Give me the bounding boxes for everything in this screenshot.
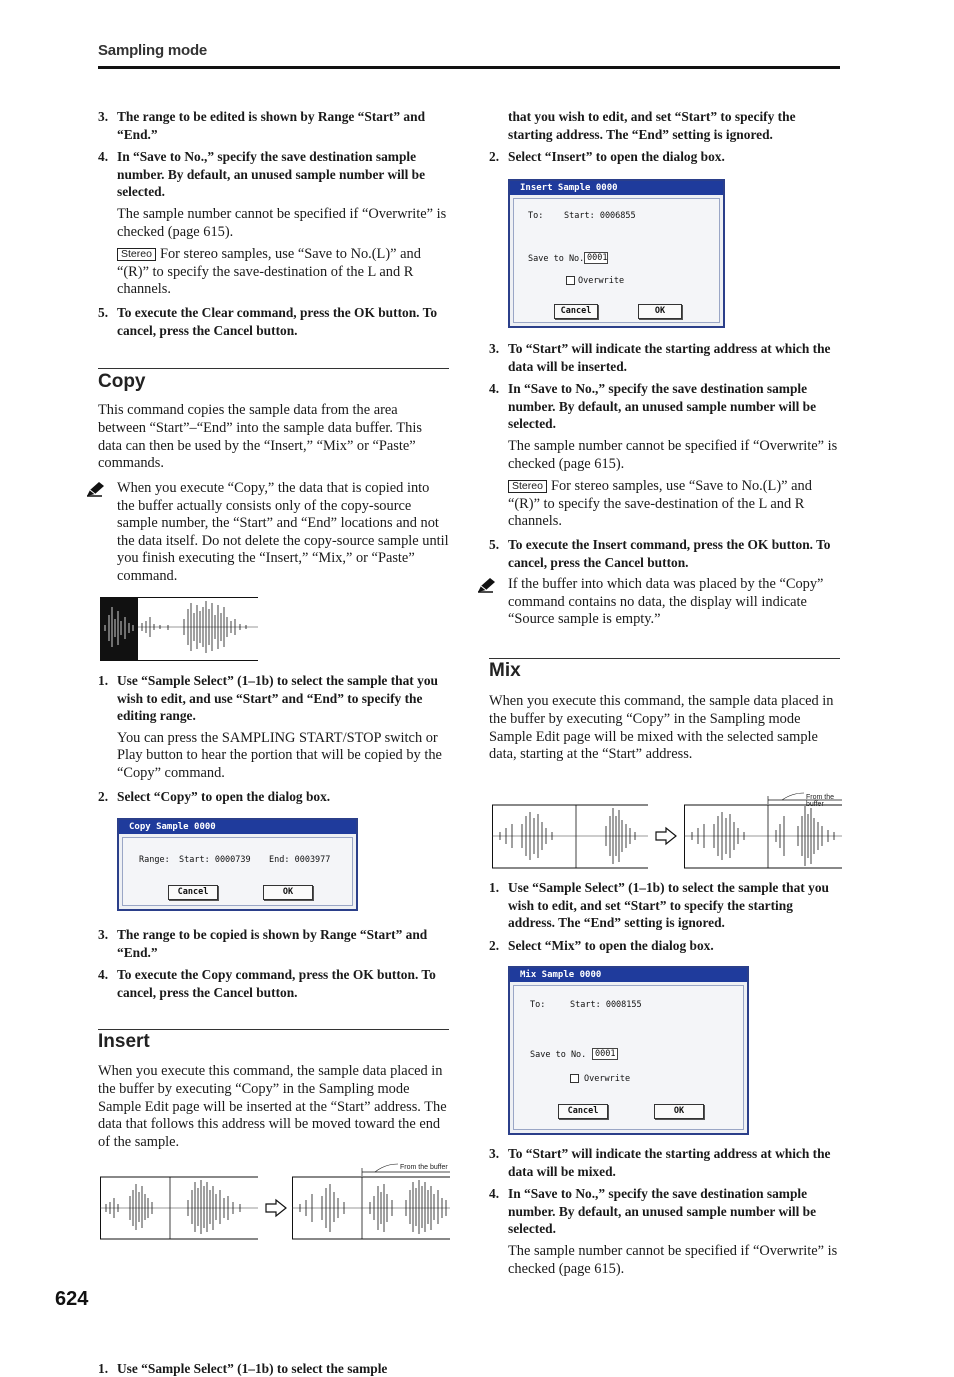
copy-step-4: 4. To execute the Copy command, press the OK button. To cancel, press the Cancel button. [98,967,436,1000]
header-rule [98,66,840,69]
copy-steps-3-4 [98,926,449,1001]
copy-step-2: 2. Select “Copy” to open the dialog box. [98,788,331,804]
copy-sample-dialog [117,818,358,911]
copy-waveform-figure [100,597,258,661]
step-3: 3. The range to be edited is shown by Range “Start” and “End.” [98,109,426,142]
insert-step-2: 2. Select “Insert” to open the dialog box. [489,149,725,165]
to-label: To: [530,1000,546,1010]
running-header: Sampling mode [98,42,208,59]
ok-button[interactable]: OK [263,885,313,900]
range-start-value[interactable]: Start: 0000739 [179,855,251,865]
range-end-value[interactable]: End: 0003977 [269,855,331,865]
copy-step-3: 3. The range to be copied is shown by Range “Start” and “End.” [98,927,428,960]
page-number: 624 [55,1288,89,1310]
mix-step-3: 3. To “Start” will indicate the starting address at which the data will be mixed. [489,1146,831,1179]
overwrite-label: Overwrite [578,276,625,286]
insert-warning: If the buffer into which data was placed by the “Copy” command contains no data, the display will indicate “Source sample is empty.” [489,576,840,629]
save-to-label: Save to No. [530,1050,587,1060]
dialog-title: Insert Sample 0000 [510,181,723,195]
insert-step-4: 4. In “Save to No.,” specify the save destination sample number. By default, an unused sample number will be selected. [489,381,817,432]
insert-from-buffer-label: From the buffer [400,1164,448,1171]
copy-warning: When you execute “Copy,” the data that is copied into the buffer actually consists only of the copy-source sample number, the “Start” and “End” locations and not the data itself. Do not delete the copy-source sample until you finish executing the “Insert,” “Mix,” or “Paste” command. [98,480,449,586]
overwrite-checkbox[interactable] [570,1074,579,1083]
copy-heading: Copy [98,371,146,392]
start-value[interactable]: Start: 0008155 [570,1000,642,1010]
overwrite-note: The sample number cannot be specified if “Overwrite” is checked (page 615). [117,205,447,240]
save-to-field[interactable]: 0001 [592,1048,618,1060]
insert-heading: Insert [98,1031,150,1052]
mix-waveform-figure [492,790,842,870]
left-column [98,108,449,1376]
mix-overwrite-note: The sample number cannot be specified if “Overwrite” is checked (page 615). [508,1242,838,1277]
mix-step-1: 1. Use “Sample Select” (1–1b) to select the sample that you wish to edit, and set “Start” to specify the starting address. The “End” setting is ignored. [489,880,829,931]
insert-overwrite-note: The sample number cannot be specified if “Overwrite” is checked (page 615). [508,437,838,472]
clear-steps-3-4 [98,108,449,339]
cancel-button[interactable]: Cancel [558,1104,608,1119]
insert-step-1: 1. Use “Sample Select” (1–1b) to select the sample [98,1360,388,1376]
mix-step-4: 4. In “Save to No.,” specify the save destination sample number. By default, an unused sample number will be selected. [489,1186,817,1237]
cancel-button[interactable]: Cancel [554,304,598,319]
mix-sample-dialog [508,966,749,1135]
to-label: To: [528,211,544,221]
mix-from-buffer-label: From the buffer [806,794,835,808]
insert-before-waveform [100,1177,258,1239]
copy-step-1: 1. Use “Sample Select” (1–1b) to select the sample that you wish to edit, and use “Start” and “End” to specify the editing range. [98,673,438,724]
dialog-title: Mix Sample 0000 [510,968,747,982]
insert-section-rule [98,1029,449,1030]
insert-step-1-cont: that you wish to edit, and set “Start” to specify the starting address. The “End” setting is ignored. [508,109,796,142]
insert-step-3: 3. To “Start” will indicate the starting address at which the data will be inserted. [489,341,831,374]
pencil-icon [477,577,499,593]
overwrite-label: Overwrite [584,1074,631,1084]
ok-button[interactable]: OK [654,1104,704,1119]
insert-steps-3-5 [489,340,840,629]
pencil-icon [86,481,108,497]
stereo-badge: Stereo [508,480,547,493]
start-value[interactable]: Start: 0006855 [564,211,636,221]
insert-after-waveform [292,1164,450,1239]
right-arrow-icon [656,828,676,844]
insert-stereo-note: Stereo For stereo samples, use “Save to No.(L)” and “(R)” to specify the save-destination of the L and R channels. [508,478,812,530]
ok-button[interactable]: OK [638,304,682,319]
mix-steps-1-2 [489,879,840,954]
copy-intro: This command copies the sample data from the area between “Start”–“End” into the sample data buffer. This data can then be used by the “Insert,” “Mix” or “Paste” commands. [98,402,422,472]
insert-sample-dialog [508,179,725,328]
copy-step-1-note: You can press the SAMPLING START/STOP switch or Play button to hear the portion that will be copied by the “Copy” command. [117,729,442,781]
save-to-label: Save to No. [528,254,585,264]
mix-heading: Mix [489,660,521,681]
right-arrow-icon [266,1200,286,1216]
insert-intro: When you execute this command, the sample data placed in the buffer by executing “Copy” in the Sampling mode Sample Edit page will be inserted at the “Start” address. The data that follows this address will be moved toward the end of the sample. [98,1063,447,1151]
stereo-badge: Stereo [117,248,156,261]
mix-before-waveform [492,805,648,868]
stereo-note: Stereo For stereo samples, use “Save to No.(L)” and “(R)” to specify the save-destination of the L and R channels. [117,246,421,298]
insert-steps-cont [489,108,840,166]
mix-step-2: 2. Select “Mix” to open the dialog box. [489,937,714,953]
insert-waveform-figure [100,1160,450,1240]
step-4: 4. In “Save to No.,” specify the save destination sample number. By default, an unused sample number will be selected. [98,149,426,200]
insert-step-5: 5. To execute the Insert command, press the OK button. To cancel, press the Cancel button. [489,536,831,570]
dialog-title: Copy Sample 0000 [119,820,356,834]
cancel-button[interactable]: Cancel [168,885,218,900]
mix-intro: When you execute this command, the sample data placed in the buffer by executing “Copy” in the Sampling mode Sample Edit page will be mixed with the selected sample data, starting at the “Start” address. [489,693,834,763]
mix-section-rule [489,658,840,659]
copy-section-rule [98,368,449,369]
step-5: 5. To execute the Clear command, press the OK button. To cancel, press the Cancel button. [98,304,438,338]
overwrite-checkbox[interactable] [566,276,575,285]
save-to-field[interactable]: 0001 [584,252,608,264]
mix-steps-3-4 [489,1145,840,1278]
copy-steps [98,672,449,805]
range-label: Range: [139,855,170,865]
